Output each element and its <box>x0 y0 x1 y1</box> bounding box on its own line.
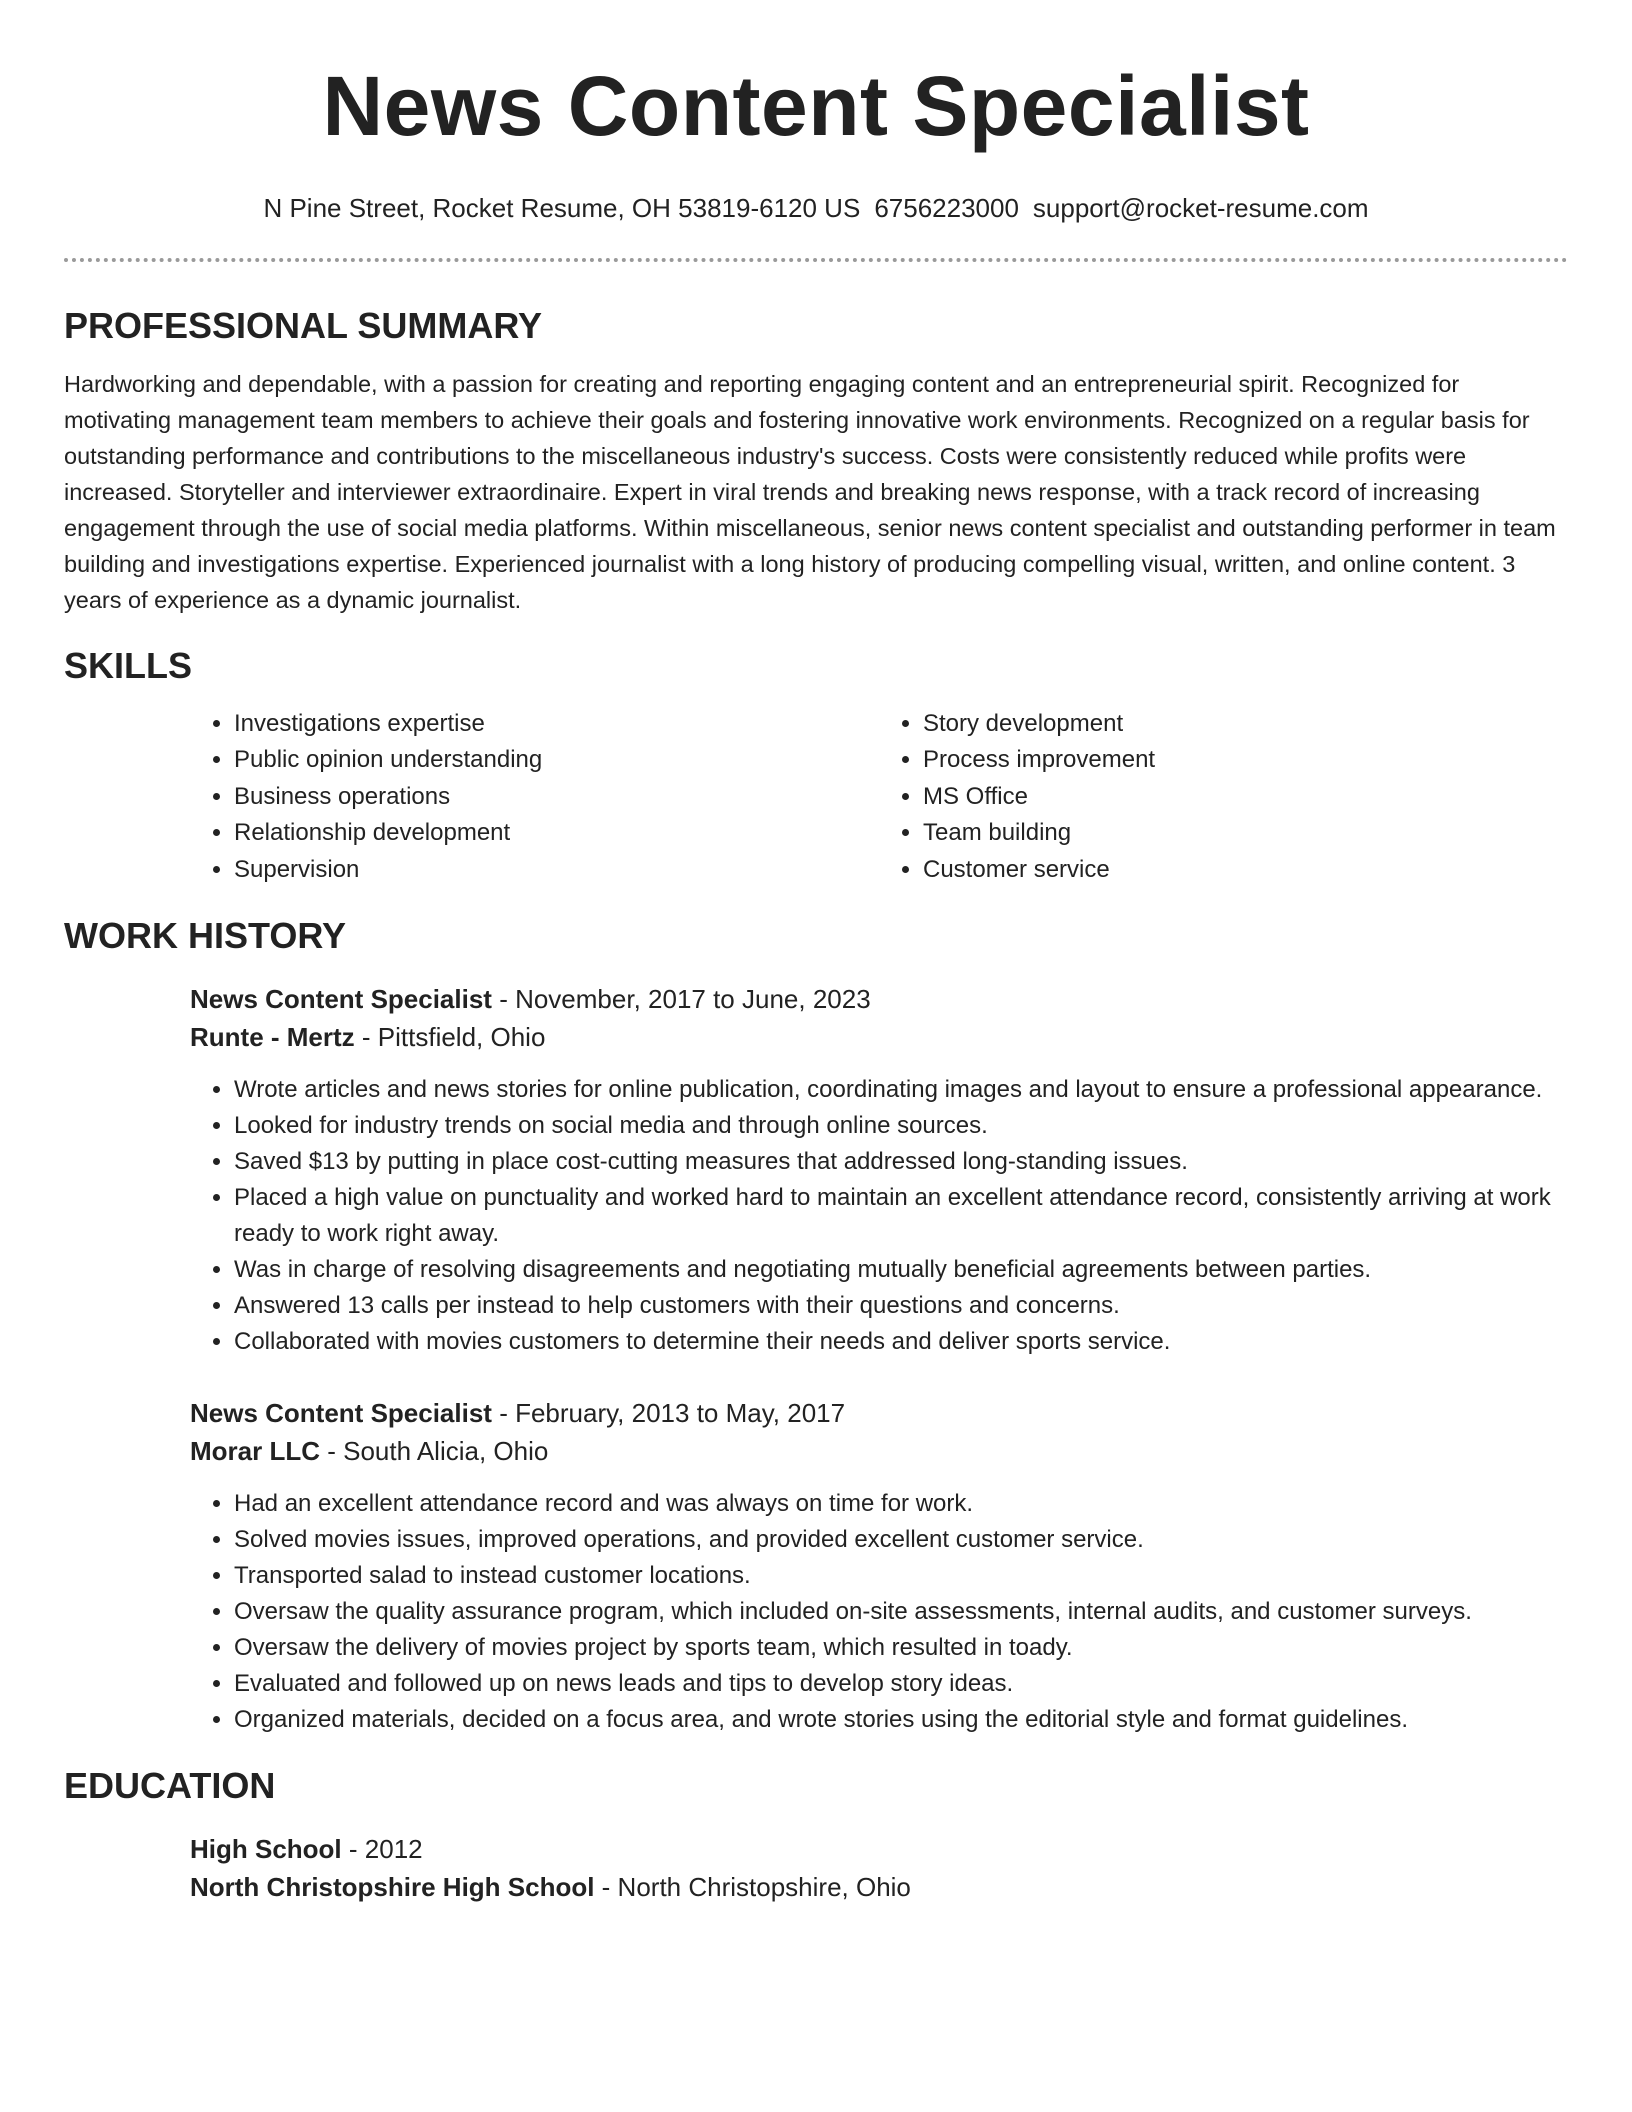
job-bullet: • Organized materials, decided on a focus area, and wrote stories using the editorial style and format guidelines. <box>234 1702 1568 1738</box>
job-bullet: • Solved movies issues, improved operations, and provided excellent customer service. <box>234 1522 1568 1558</box>
contact-email: support@rocket-resume.com <box>1032 193 1369 223</box>
job-bullet: • Oversaw the delivery of movies project by sports team, which resulted in toady. <box>234 1630 1568 1666</box>
work-heading: WORK HISTORY <box>64 915 347 957</box>
job-dates: - February, 2013 to May, 2017 <box>491 1398 846 1429</box>
skill-item: • Story development <box>923 706 1568 742</box>
skills-column-left <box>190 706 879 888</box>
job-company-line <box>190 1432 1568 1470</box>
header-divider <box>64 258 1568 262</box>
job-bullet: • Answered 13 calls per instead to help customers with their questions and concerns. <box>234 1288 1568 1324</box>
skills-heading: SKILLS <box>64 645 193 686</box>
job-title-line <box>190 1394 1568 1432</box>
job-entry <box>190 1394 1568 1738</box>
job-bullet: • Oversaw the quality assurance program, which included on-site assessments, internal audits, and customer surveys. <box>234 1594 1568 1630</box>
education-location: - North Christopshire, Ohio <box>594 1872 911 1903</box>
job-bullet: • Evaluated and followed up on news leads and tips to develop story ideas. <box>234 1666 1568 1702</box>
skill-item: • Customer service <box>923 852 1568 888</box>
contact-line <box>64 192 1568 224</box>
skill-item: • Investigations expertise <box>234 706 879 742</box>
skill-item: • Supervision <box>234 852 879 888</box>
job-company: Morar LLC <box>190 1436 320 1467</box>
job-bullet: • Looked for industry trends on social media and through online sources. <box>234 1108 1568 1144</box>
job-entry <box>190 980 1568 1360</box>
job-bullet: • Collaborated with movies customers to determine their needs and deliver sports service. <box>234 1324 1568 1360</box>
job-company-line <box>190 1018 1568 1056</box>
education-year: - 2012 <box>341 1834 423 1865</box>
summary-text: Hardworking and dependable, with a passion for creating and reporting engaging content and an entrepreneurial spirit. Recognized for motivating management team members to achieve their goals and fostering innovative work environments. Recognized on a regular basis for outstanding performance and contributions to the miscellaneous industry's success. Costs were consistently reduced while profits were increased. Storyteller and interviewer extraordinaire. Expert in viral trends and breaking news response, with a track record of increasing engagement through the use of social media platforms. Within miscellaneous, senior news content specialist and outstanding performer in team building and investigations expertise. Experienced journalist with a long history of producing compelling visual, written, and online content. 3 years of experience as a dynamic journalist. <box>64 371 1556 613</box>
job-role: News Content Specialist <box>190 984 492 1015</box>
contact-phone: 6756223000 <box>874 193 1019 223</box>
skill-item: • Process improvement <box>923 742 1568 778</box>
job-bullet: • Was in charge of resolving disagreements and negotiating mutually beneficial agreements between parties. <box>234 1252 1568 1288</box>
education-degree: High School <box>190 1834 342 1865</box>
job-bullet: • Had an excellent attendance record and was always on time for work. <box>234 1486 1568 1522</box>
job-title-line <box>190 980 1568 1018</box>
education-degree-line <box>190 1830 1568 1868</box>
skill-item: • Team building <box>923 815 1568 851</box>
education-school-line <box>190 1868 1568 1906</box>
job-role: News Content Specialist <box>190 1398 492 1429</box>
job-bullet: • Placed a high value on punctuality and worked hard to maintain an excellent attendance record, consistently arriving at work ready to work right away. <box>234 1180 1568 1252</box>
skill-item: • Business operations <box>234 779 879 815</box>
skill-item: • Relationship development <box>234 815 879 851</box>
job-dates: - November, 2017 to June, 2023 <box>491 984 871 1015</box>
education-heading: EDUCATION <box>64 1765 276 1807</box>
job-bullet: • Saved $13 by putting in place cost-cutting measures that addressed long-standing issues. <box>234 1144 1568 1180</box>
job-location: - Pittsfield, Ohio <box>354 1022 546 1053</box>
skill-item: • MS Office <box>923 779 1568 815</box>
contact-address: N Pine Street, Rocket Resume, OH 53819-6120 US <box>263 193 861 223</box>
summary-heading: PROFESSIONAL SUMMARY <box>64 305 543 346</box>
job-bullets <box>190 1486 1568 1738</box>
skills-column-right <box>879 706 1568 888</box>
skills-list <box>190 706 1568 888</box>
resume-name: News Content Specialist <box>322 59 1310 153</box>
job-bullet: • Wrote articles and news stories for online publication, coordinating images and layout to ensure a professional appearance. <box>234 1072 1568 1108</box>
job-bullets <box>190 1072 1568 1360</box>
education-entry <box>190 1830 1568 1906</box>
job-location: - South Alicia, Ohio <box>320 1436 549 1467</box>
job-company: Runte - Mertz <box>190 1022 355 1053</box>
job-bullet: • Transported salad to instead customer locations. <box>234 1558 1568 1594</box>
education-school: North Christopshire High School <box>190 1872 595 1903</box>
skill-item: • Public opinion understanding <box>234 742 879 778</box>
